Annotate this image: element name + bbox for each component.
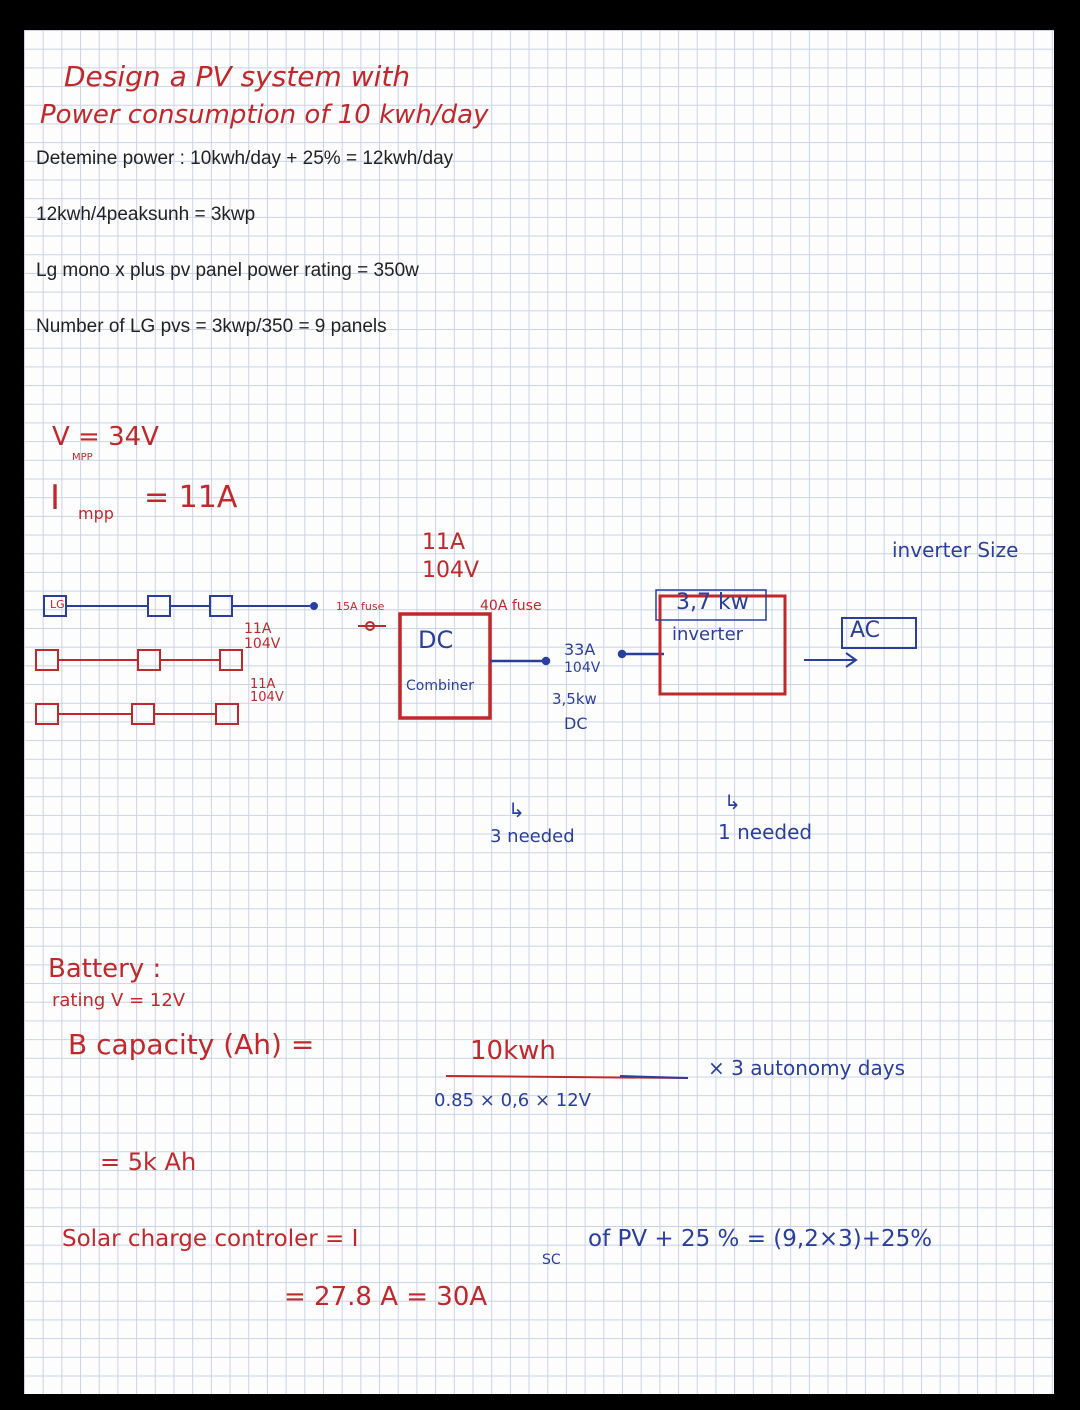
dc-label: DC xyxy=(564,714,588,733)
combiner-arrow-icon: ↳ xyxy=(508,798,525,822)
dc-current: 33A xyxy=(564,640,596,659)
vmpp-value: V = 34V xyxy=(52,422,159,452)
string-1-rating: 11A 104V xyxy=(244,621,281,652)
fuse-15a-symbol xyxy=(358,622,386,630)
controller-result: = 27.8 A = 30A xyxy=(284,1282,488,1312)
battery-numerator: 10kwh xyxy=(470,1036,556,1066)
impp-subscript: mpp xyxy=(78,504,114,523)
circuit-sketch xyxy=(24,30,1054,1394)
string-2-rating: 11A 104V xyxy=(250,677,284,705)
inverter-rating: 3,7 kw xyxy=(676,590,749,615)
pv-string-2 xyxy=(36,650,242,670)
pv-string-1 xyxy=(44,596,317,616)
battery-capacity-formula: B capacity (Ah) = xyxy=(68,1028,315,1061)
vmpp-subscript: MPP xyxy=(72,452,93,463)
fuse-40a-label: 40A fuse xyxy=(480,598,542,614)
typed-line-3: Lg mono x plus pv panel power rating = 350w xyxy=(36,260,419,281)
inverter-label: inverter xyxy=(672,624,744,645)
fuse-15a-label: 15A fuse xyxy=(336,600,385,613)
combiner-label-name: Combiner xyxy=(406,678,474,694)
battery-result: = 5k Ah xyxy=(100,1148,197,1176)
typed-line-2: 12kwh/4peaksunh = 3kwp xyxy=(36,204,256,225)
combiner-label-dc: DC xyxy=(418,626,454,654)
dc-power: 3,5kw xyxy=(552,690,597,708)
title-line-1: Design a PV system with xyxy=(64,60,411,93)
dc-voltage: 104V xyxy=(564,660,601,676)
battery-title: Battery : xyxy=(48,954,162,984)
battery-denominator: 0.85 × 0,6 × 12V xyxy=(434,1090,591,1111)
controller-isc-subscript: SC xyxy=(542,1252,561,1268)
impp-symbol: I xyxy=(50,478,61,518)
pv-panel-3 xyxy=(210,596,232,616)
controller-formula-prefix: Solar charge controler = I xyxy=(62,1226,359,1252)
inverter-arrow-icon: ↳ xyxy=(724,790,741,814)
pv-string-3 xyxy=(36,704,238,724)
impp-value: = 11A xyxy=(144,480,238,515)
typed-line-1: Detemine power : 10kwh/day + 25% = 12kwh/day xyxy=(36,148,454,169)
ac-label: AC xyxy=(850,618,881,643)
inverter-size-note: inverter Size xyxy=(892,538,1019,562)
notebook-page xyxy=(24,30,1054,1394)
title-line-2: Power consumption of 10 kwh/day xyxy=(40,100,489,130)
controller-formula-suffix: of PV + 25 % = (9,2×3)+25% xyxy=(588,1226,933,1252)
battery-rating: rating V = 12V xyxy=(52,990,186,1011)
battery-autonomy: × 3 autonomy days xyxy=(708,1056,906,1080)
lg-panel-logo: LG xyxy=(50,598,65,611)
top-current: 11A xyxy=(422,530,466,555)
ac-arrow xyxy=(804,653,856,667)
pv-panel-2 xyxy=(148,596,170,616)
top-voltage: 104V xyxy=(422,558,480,583)
inverters-needed: 1 needed xyxy=(718,820,813,844)
combiners-needed: 3 needed xyxy=(490,826,575,847)
typed-line-4: Number of LG pvs = 3kwp/350 = 9 panels xyxy=(36,316,387,337)
